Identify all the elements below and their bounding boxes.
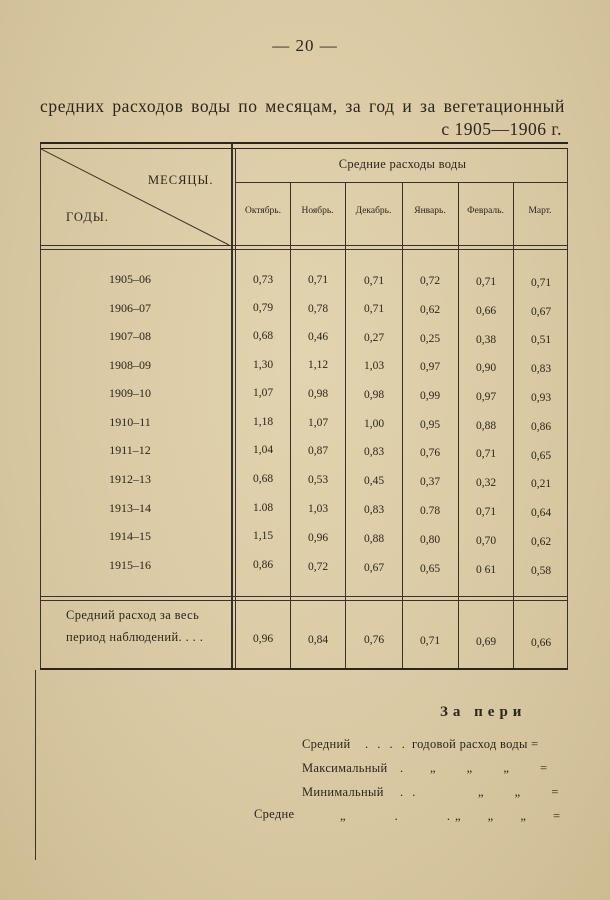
header-bottom-rule-double: [41, 249, 567, 250]
summary-dots: . . . .: [365, 737, 408, 751]
value-cell: 1,03: [363, 360, 385, 372]
summary-title: За пери: [440, 704, 527, 720]
average-label-line1: Средний расход за весь: [66, 608, 200, 622]
value-cell: 0,83: [363, 446, 385, 458]
value-cell: 0,51: [530, 334, 552, 346]
value-cell: 1,12: [307, 359, 329, 371]
year-cell: 1910–11: [109, 415, 151, 429]
value-cell: 0,62: [419, 304, 441, 316]
month-header-dec: Декабрь.: [355, 206, 392, 216]
value-cell: 0,86: [530, 421, 552, 433]
value-cell: 0,58: [530, 565, 552, 577]
average-top-rule-double: [41, 600, 567, 601]
value-cell: 1,00: [363, 418, 385, 430]
value-cell: 0,62: [530, 536, 552, 548]
value-cell: 0,53: [307, 474, 329, 486]
summary-rest: „ „ „ =: [455, 809, 564, 823]
value-cell: 0,71: [475, 506, 497, 518]
value-cell: 1,03: [307, 503, 329, 515]
average-value-cell: 0,69: [475, 636, 497, 648]
month-header-nov: Ноябрь.: [301, 206, 334, 216]
value-cell: 0 61: [475, 564, 497, 576]
value-cell: 0,67: [363, 562, 385, 574]
value-cell: 0,71: [363, 303, 385, 315]
value-cell: 0,97: [419, 361, 441, 373]
value-cell: 0,96: [307, 532, 329, 544]
summary-label: Средний: [302, 737, 351, 751]
average-top-rule: [41, 596, 567, 597]
average-value-cell: 0,71: [419, 635, 441, 647]
year-cell: 1907–08: [109, 329, 151, 343]
value-cell: 0,25: [419, 333, 441, 345]
value-cell: 0,98: [363, 389, 385, 401]
value-cell: 0,95: [419, 419, 441, 431]
value-cell: 1.08: [252, 502, 274, 514]
summary-dots: „ . .: [340, 809, 454, 823]
month-header-mar: Март.: [528, 206, 552, 216]
average-value-cell: 0,84: [307, 634, 329, 646]
value-cell: 1,15: [252, 530, 274, 542]
year-cell: 1912–13: [109, 472, 151, 486]
year-cell: 1913–14: [109, 501, 151, 515]
value-cell: 0,67: [530, 306, 552, 318]
value-cell: 0,87: [307, 445, 329, 457]
summary-dots: .: [400, 761, 407, 775]
value-cell: 0,76: [419, 447, 441, 459]
value-cell: 0,97: [475, 391, 497, 403]
column-divider-years-inner: [235, 148, 236, 668]
year-cell: 1915–16: [109, 558, 151, 572]
value-cell: 0,93: [530, 392, 552, 404]
average-value-cell: 0,66: [530, 637, 552, 649]
value-cell: 0,66: [475, 305, 497, 317]
value-cell: 0,90: [475, 362, 497, 374]
value-cell: 0,99: [419, 390, 441, 402]
header-bottom-rule: [41, 245, 567, 246]
summary-rest: „ „ „ =: [430, 761, 551, 775]
month-header-feb: Февраль.: [467, 206, 504, 216]
value-cell: 0,46: [307, 331, 329, 343]
value-cell: 0,72: [307, 561, 329, 573]
month-header-jan: Январь.: [414, 206, 446, 216]
value-cell: 0,98: [307, 388, 329, 400]
value-cell: 0,45: [363, 475, 385, 487]
summary-rest: годовой расход воды =: [412, 737, 539, 751]
value-cell: 0,21: [530, 478, 552, 490]
value-cell: 1,07: [307, 417, 329, 429]
year-cell: 1909–10: [109, 386, 151, 400]
value-cell: 0,32: [475, 477, 497, 489]
average-value-cell: 0,76: [363, 634, 385, 646]
value-cell: 0,71: [307, 274, 329, 286]
summary-label: Средне: [254, 807, 295, 821]
summary-dots: . .: [400, 785, 419, 799]
value-cell: 0,79: [252, 302, 274, 314]
table-caption-line1: средних расходов воды по месяцам, за год и за вегетационный: [40, 96, 565, 116]
value-cell: 0,68: [252, 473, 274, 485]
value-cell: 0,80: [419, 534, 441, 546]
value-cell: 0,73: [252, 274, 274, 286]
year-cell: 1905–06: [109, 272, 151, 286]
value-cell: 0,68: [252, 330, 274, 342]
value-cell: 0,78: [307, 303, 329, 315]
year-cell: 1911–12: [109, 443, 151, 457]
year-cell: 1906–07: [109, 301, 151, 315]
summary-label: Максимальный: [302, 761, 388, 775]
table-top-rule: [40, 142, 568, 144]
value-cell: 1,18: [252, 416, 274, 428]
table-right-border: [567, 148, 568, 670]
page-margin-line: [35, 670, 36, 860]
value-cell: 0,88: [363, 533, 385, 545]
value-cell: 0,27: [363, 332, 385, 344]
value-cell: 0,71: [363, 275, 385, 287]
value-cell: 0,70: [475, 535, 497, 547]
value-cell: 1,04: [252, 444, 274, 456]
value-cell: 0,86: [252, 559, 274, 571]
average-value-cell: 0,96: [252, 633, 274, 645]
value-cell: 0,38: [475, 334, 497, 346]
summary-label: Минимальный: [302, 785, 384, 799]
column-divider-years: [231, 143, 233, 668]
value-cell: 0,88: [475, 420, 497, 432]
value-cell: 0.78: [419, 505, 441, 517]
value-cell: 0,65: [530, 450, 552, 462]
months-corner-label: МЕСЯЦЫ.: [148, 173, 214, 187]
month-header-oct: Октябрь.: [244, 206, 282, 216]
value-cell: 0,65: [419, 563, 441, 575]
value-cell: 0,83: [363, 504, 385, 516]
value-cell: 0,83: [530, 363, 552, 375]
years-corner-label: ГОДЫ.: [66, 210, 109, 224]
average-label-line2: период наблюдений. . . .: [66, 630, 204, 644]
value-cell: 1,07: [252, 387, 274, 399]
year-cell: 1914–15: [109, 529, 151, 543]
corner-diagonal: [41, 149, 231, 245]
year-cell: 1908–09: [109, 358, 151, 372]
page-number: — 20 —: [272, 36, 338, 55]
summary-rest: „ „ =: [478, 785, 562, 799]
table-caption-line2: с 1905—1906 г.: [441, 119, 562, 139]
table-bottom-rule: [40, 668, 568, 670]
value-cell: 0,71: [530, 277, 552, 289]
value-cell: 0,64: [530, 507, 552, 519]
value-cell: 0,71: [475, 448, 497, 460]
value-cell: 1,30: [252, 359, 274, 371]
value-cell: 0,37: [419, 476, 441, 488]
group-header: Средние расходы воды: [338, 157, 467, 171]
value-cell: 0,72: [419, 275, 441, 287]
value-cell: 0,71: [475, 276, 497, 288]
